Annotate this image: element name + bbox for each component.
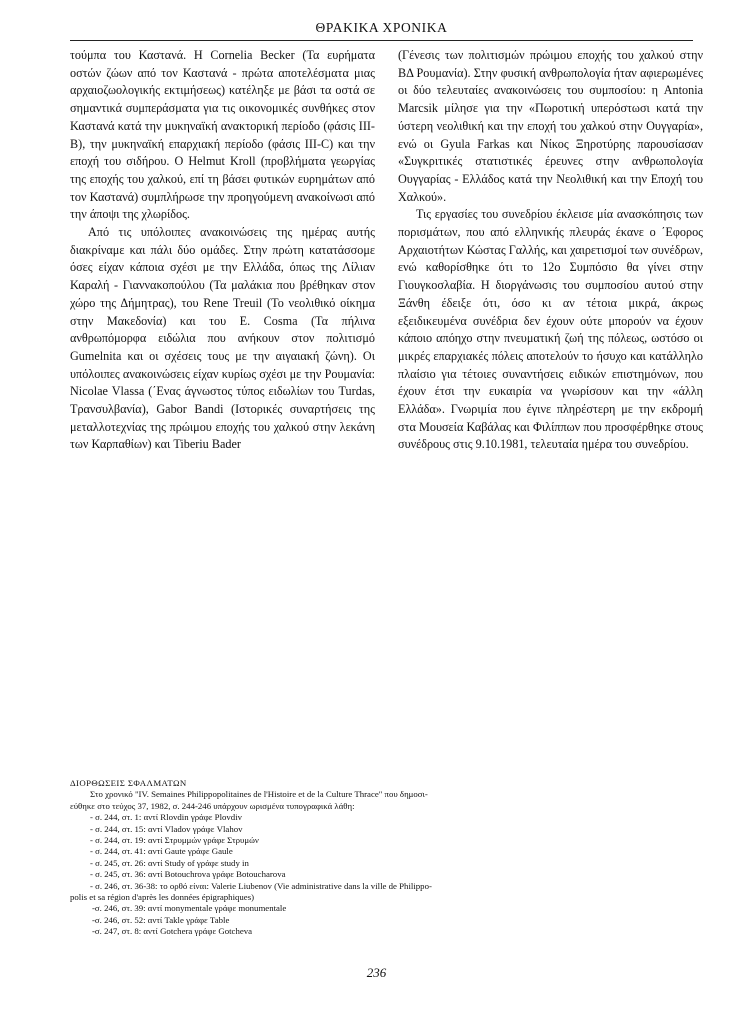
errata-item: - σ. 244, στ. 1: αντί Rlovdin γράφε Plovdiv (90, 812, 243, 823)
errata-intro-line-2: εύθηκε στο τεύχος 37, 1982, σ. 244-246 υπάρχουν ωρισμένα τυπογραφικά λάθη: (70, 800, 355, 811)
errata-item: -σ. 246, στ. 52: αντί Takle γράφε Table (92, 914, 230, 925)
errata-item: - σ. 245, στ. 26: αντί Study of γράφε study in (90, 857, 249, 868)
errata-section (70, 778, 660, 938)
right-paragraph-2: Τις εργασίες του συνεδρίου έκλεισε μία ανασκόπησις των πορισμάτων, που από ελληνικής πλευράς έκανε ο ΄Εφορος Αρχαιοτήτων Κώστας Γαλλής, και χαιρετισμοί των συνέδρων, ενώ καθορίσθηκε ότι το 12ο Συμπόσιο θα γίνει στην Γιουγκοσλαβία. Η διοργάνωσις του συμποσίου αυτού στην Ξάνθη έδειξε ότι, όσο κι αν τέτοια μικρά, άκρως εξειδικευμένα συνέδρια δεν έχουν ούτε μπορούν να έχουν κάποιο απόηχο στην πνευματική ζωή της πόλεως, ωστόσο οι μικρές επαρχιακές πόλεις αποτελούν το ήσυχο και κατάλληλο πλαίσιο για τέτοιες συναντήσεις ειδικών επιστημόνων, που έχουν έτσι την ευκαιρία να γνωρίσουν και την «άλλη Ελλάδα». Γνωριμία που έγινε πληρέστερη με την εκδρομή στα Μουσεία Καβάλας και Φιλίππων που προσφέρθηκε στους συνέδρους στις 9.10.1981, τελευταία ημέρα του συνεδρίου. (398, 207, 703, 452)
page-number: 236 (366, 965, 387, 980)
errata-item: - σ. 244, στ. 19: αντί Στρυμμών γράφε Στρυμών (90, 835, 259, 846)
errata-intro-line-1: Στο χρονικό "IV. Semaines Philippopolitaines de l'Histoire et de la Culture Thrace" που δημοσι- (90, 789, 428, 800)
errata-item: -σ. 246, στ. 39: αντί monymentale γράφε monumentale (92, 903, 287, 914)
errata-item: - σ. 245, στ. 36: αντί Botouchrova γράφε Botoucharova (90, 869, 286, 880)
right-column (398, 47, 703, 454)
errata-item: -σ. 247, στ. 8: αντί Gotchera γράφε Gotcheva (92, 926, 253, 937)
errata-item: - σ. 244, στ. 41: αντί Gaute γράφε Gaule (90, 846, 233, 857)
errata-title: ΔΙΟΡΘΩΣΕΙΣ ΣΦΑΛΜΑΤΩΝ (70, 778, 187, 788)
right-paragraph-1: (Γένεσις των πολιτισμών πρώιμου εποχής του χαλκού στην ΒΔ Ρουμανία). Στην φυσική ανθρωπολογία ήταν αφιερωμένες οι δύο τελευταίες ανακοινώσεις του συμποσίου: η Antonia Marcsik μίλησε για την «Πωροτική υπερόστωσι κατά την ύστερη νεολιθική και την εποχή του χαλκού στην Ουγγαρία», ενώ οι Gyula Farkas και Νίκος Ξηροτύρης παρουσίασαν «Συγκριτικές στατιστικές έρευνες στην ανθρωπολογία Ουγγαρίας - Ελλάδος κατά την Νεολιθική και την Εποχή του Χαλκού». (398, 48, 703, 204)
errata-item-continuation: polis et sa région d'après les données épigraphiques) (70, 892, 255, 903)
errata-item: - σ. 244, στ. 15: αντί Vladov γράφε Vlahov (90, 823, 243, 834)
running-header: ΘΡΑΚΙΚΑ ΧΡΟΝΙΚΑ (315, 20, 448, 35)
left-column (70, 47, 375, 454)
errata-item: - σ. 246, στ. 36-38: το ορθό είναι: Valerie Liubenov (Vie administrative dans la ville de Philippo- (90, 880, 432, 891)
left-paragraph-1: τούμπα του Καστανά. Η Cornelia Becker (Τα ευρήματα οστών ζώων από τον Καστανά - πρώτα αποτελέσματα μιας αρχαιοζωολογικής εκτιμήσεως) κατέληξε με βάσι τα οστά σε σημαντικά συμπεράσματα για τις οικονομικές συνθήκες στον Καστανά κατά την μυκηναϊκή ανακτορική περίοδο (φάσις III-B), την μυκηναϊκή επαρχιακή περίοδο (φάσις III-C) και την εποχή του σιδήρου. Ο Helmut Kroll (προβλήματα γεωργίας της εποχής του χαλκού, επί τη βάσει φυτικών ευρημάτων από τον Καστανά) συμπλήρωσε την προηγούμενη ανακοίνωσι από την άποψι της χλωρίδος. (70, 48, 375, 222)
header-rule (70, 40, 693, 41)
left-paragraph-2: Από τις υπόλοιπες ανακοινώσεις της ημέρας αυτής διακρίναμε και πάλι δύο ομάδες. Στην πρώτη κατατάσσομε όσες είχαν κάποια σχέσι με την Ελλάδα, όπως της Λίλιαν Καραλή - Γιαννακοπούλου (Τα μαλάκια που βρέθηκαν στον χώρο της Δήμητρας), του Rene Treuil (Το νεολιθικό οίκημα στην Μακεδονία) και του E. Cosma (Τα πήλινα ανθρωπόμορφα ειδώλια που ανήκουν στον πολιτισμό Gumelnita και οι σχέσεις τους με την αιγαιακή ζώνη). Οι υπόλοιπες ανακοινώσεις είχαν κυρίως σχέσι με την Ρουμανία: Nicolae Vlassa (΄Ενας άγνωστος τύπος ειδωλίων του Turdas, Τρανσυλβανία), Gabor Bandi (Ιστορικές συναρτήσεις της μεταλλοτεχνίας της πρώιμου εποχής του χαλκού στην λεκάνη των Καρπαθίων) και Tiberiu Bader (70, 225, 375, 452)
